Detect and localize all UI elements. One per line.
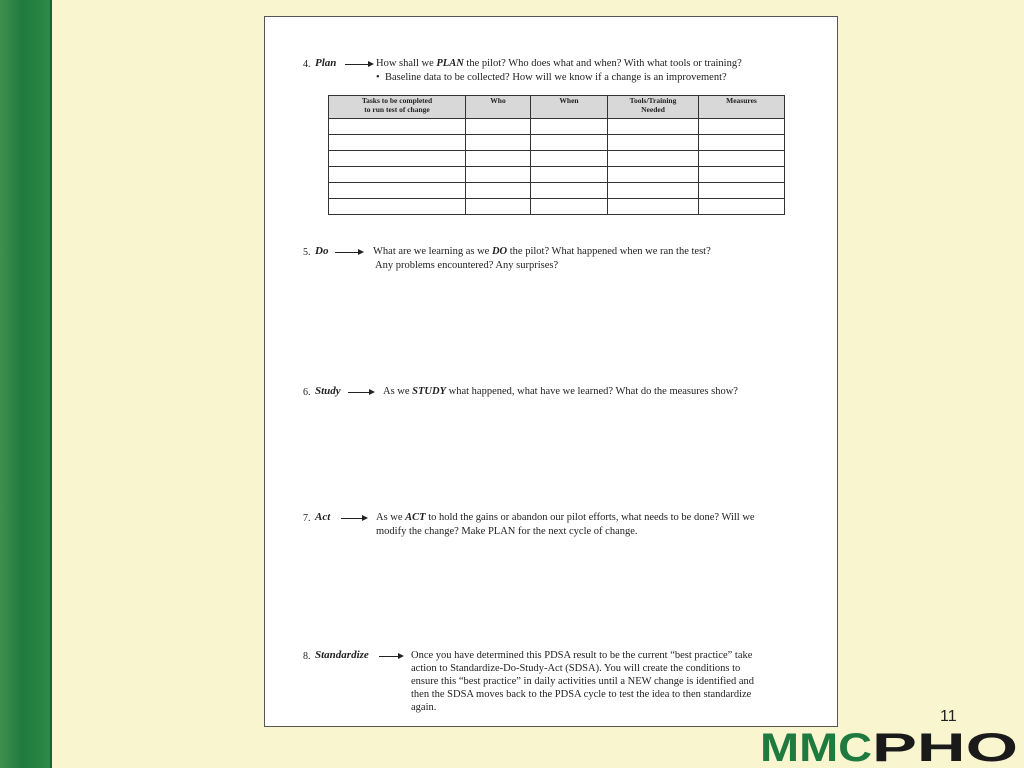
pdsa-worksheet-page bbox=[264, 16, 838, 727]
arrow-icon bbox=[348, 392, 370, 393]
section-study-question: As we STUDY what happened, what have we learned? What do the measures show? bbox=[383, 386, 738, 397]
section-do-number: 5. bbox=[303, 247, 311, 258]
logo-pho-text: PHO bbox=[872, 730, 1018, 764]
standardize-line-1: Once you have determined this PDSA result to be the current “best practice” take bbox=[411, 650, 753, 661]
logo-mmc-text: MMC bbox=[760, 730, 872, 764]
standardize-line-4: then the SDSA moves back to the PDSA cycle to test the idea to then standardize bbox=[411, 689, 752, 700]
table-row bbox=[329, 167, 785, 183]
section-plan-question: How shall we PLAN the pilot? Who does what and when? With what tools or training? bbox=[376, 58, 742, 69]
arrow-icon bbox=[379, 656, 399, 657]
slide-page-number: 11 bbox=[940, 708, 957, 725]
plan-table-header-tools: Tools/Training Needed bbox=[608, 96, 699, 119]
left-sidebar-bar bbox=[0, 0, 52, 768]
plan-table-header-row bbox=[329, 96, 785, 119]
plan-table bbox=[328, 95, 785, 215]
section-act-question-2: modify the change? Make PLAN for the next cycle of change. bbox=[376, 526, 638, 537]
arrow-icon bbox=[345, 64, 369, 65]
table-row bbox=[329, 119, 785, 135]
table-row bbox=[329, 151, 785, 167]
mmcpho-logo bbox=[760, 730, 1020, 764]
plan-table-header-who: Who bbox=[466, 96, 531, 119]
arrow-icon bbox=[335, 252, 359, 253]
section-act-keyword: Act bbox=[315, 511, 331, 523]
section-do-question: What are we learning as we DO the pilot? What happened when we ran the test? bbox=[373, 246, 711, 257]
section-do-keyword: Do bbox=[315, 245, 329, 257]
section-do-question-2: Any problems encountered? Any surprises? bbox=[375, 260, 559, 271]
bullet-icon: • bbox=[376, 72, 380, 83]
standardize-line-2: action to Standardize-Do-Study-Act (SDSA). You will create the conditions to bbox=[411, 663, 741, 674]
table-row bbox=[329, 199, 785, 215]
section-standardize-number: 8. bbox=[303, 651, 311, 662]
section-plan-bullet: • Baseline data to be collected? How will we know if a change is an improvement? bbox=[376, 72, 727, 83]
table-row bbox=[329, 135, 785, 151]
section-study-keyword: Study bbox=[315, 385, 341, 397]
section-act-number: 7. bbox=[303, 513, 311, 524]
plan-table-header-tasks: Tasks to be completed to run test of change bbox=[329, 96, 466, 119]
section-standardize-keyword: Standardize bbox=[315, 649, 369, 661]
section-act-question: As we ACT to hold the gains or abandon our pilot efforts, what needs to be done? Will we bbox=[376, 512, 755, 523]
table-row bbox=[329, 183, 785, 199]
section-study-number: 6. bbox=[303, 387, 311, 398]
plan-table-header-when: When bbox=[531, 96, 608, 119]
plan-table-header-measures: Measures bbox=[699, 96, 785, 119]
standardize-line-3: ensure this “best practice” in daily activities until a NEW change is identified and bbox=[411, 676, 754, 687]
standardize-line-5: again. bbox=[411, 702, 437, 713]
arrow-icon bbox=[341, 518, 363, 519]
mmcpho-logo-graphic bbox=[760, 730, 1020, 764]
section-plan-number: 4. bbox=[303, 59, 311, 70]
section-plan-keyword: Plan bbox=[315, 57, 337, 69]
